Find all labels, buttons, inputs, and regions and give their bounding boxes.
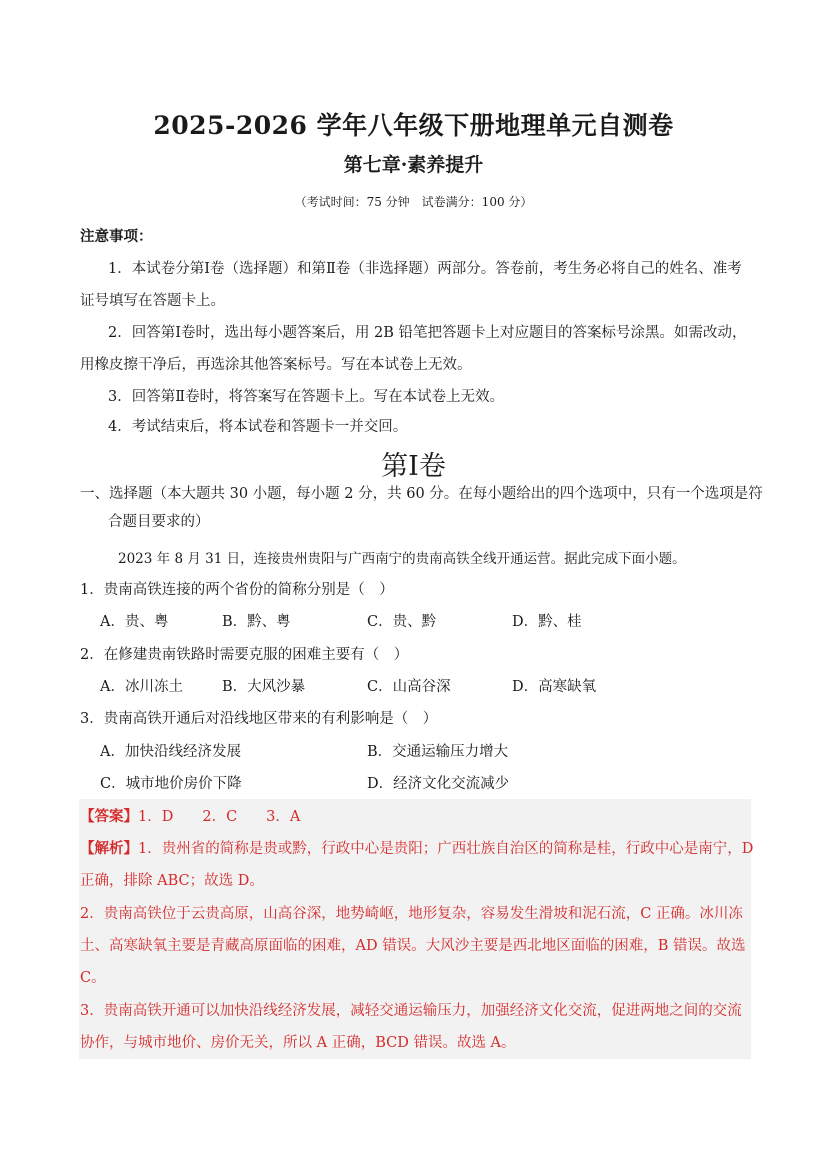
analysis-label: 【解析】	[80, 840, 138, 857]
analysis-2-line-3: C。	[80, 970, 106, 986]
question-1-option-c: C．贵、黔	[367, 614, 437, 630]
notes-heading: 注意事项：	[80, 228, 153, 245]
exam-title: 2025-2026 学年八年级下册地理单元自测卷	[153, 111, 674, 140]
part-instructions-line-2: 合题目要求的）	[108, 514, 210, 530]
question-3-option-c: C．城市地价房价下降	[100, 776, 242, 792]
analysis-1-line-2: 正确，排除 ABC；故选 D。	[80, 873, 264, 889]
answer-line	[80, 807, 300, 827]
analysis-1-line-1	[80, 839, 753, 859]
analysis-3-line-1: 3．贵南高铁开通可以加快沿线经济发展，减轻交通运输压力，加强经济文化交流，促进两地之间的交流	[80, 1003, 742, 1019]
question-2-stem: 2．在修建贵南铁路时需要克服的困难主要有（ ）	[80, 647, 409, 663]
question-2-option-d: D．高寒缺氧	[512, 679, 597, 695]
question-2-option-b: B．大风沙暴	[222, 679, 306, 695]
notes-item-1-line-2: 证号填写在答题卡上。	[80, 293, 225, 309]
question-3-option-a: A．加快沿线经济发展	[100, 744, 241, 760]
question-3-option-b: B．交通运输压力增大	[367, 744, 509, 760]
section-title: 第Ⅰ卷	[381, 451, 446, 482]
analysis-2-line-1: 2．贵南高铁位于云贵高原，山高谷深，地势崎岖，地形复杂，容易发生滑坡和泥石流，C 正确。冰川冻	[80, 906, 743, 922]
answer-label: 【答案】	[80, 808, 138, 825]
part-instructions-line-1: 一、选择题（本大题共 30 小题，每小题 2 分，共 60 分。在每小题给出的四个选项中，只有一个选项是符	[80, 486, 763, 502]
notes-item-4: 4．考试结束后，将本试卷和答题卡一并交回。	[108, 419, 408, 435]
question-2-option-a: A．冰川冻土	[100, 679, 183, 695]
question-1-option-b: B．黔、粤	[222, 614, 291, 630]
notes-item-3: 3．回答第Ⅱ卷时，将答案写在答题卡上。写在本试卷上无效。	[108, 389, 505, 405]
notes-item-2-line-1: 2．回答第Ⅰ卷时，选出每小题答案后，用 2B 铅笔把答题卡上对应题目的答案标号涂黑。如需改动，	[108, 325, 747, 341]
question-2-option-c: C．山高谷深	[367, 679, 451, 695]
analysis-1-text: 1．贵州省的简称是贵或黔，行政中心是贵阳；广西壮族自治区的简称是桂，行政中心是南宁，D	[138, 841, 754, 857]
exam-subtitle: 第七章·素养提升	[343, 154, 484, 176]
question-3-stem: 3．贵南高铁开通后对沿线地区带来的有利影响是（ ）	[80, 711, 438, 727]
question-3-option-d: D．经济文化交流减少	[367, 776, 510, 792]
question-intro: 2023 年 8 月 31 日，连接贵州贵阳与广西南宁的贵南高铁全线开通运营。据此完成下面小题。	[118, 551, 686, 567]
answer-text: 1．D 2．C 3．A	[138, 809, 301, 825]
question-1-stem: 1．贵南高铁连接的两个省份的简称分别是（ ）	[80, 582, 394, 598]
analysis-3-line-2: 协作，与城市地价、房价无关，所以 A 正确，BCD 错误。故选 A。	[80, 1035, 516, 1051]
analysis-2-line-2: 土、高寒缺氧主要是青藏高原面临的困难，AD 错误。大风沙主要是西北地区面临的困难，B 错误。故选	[80, 938, 746, 954]
question-1-option-a: A．贵、粤	[100, 614, 169, 630]
notes-item-2-line-2: 用橡皮擦干净后，再选涂其他答案标号。写在本试卷上无效。	[80, 357, 472, 373]
question-1-option-d: D．黔、桂	[512, 614, 582, 630]
notes-item-1-line-1: 1．本试卷分第Ⅰ卷（选择题）和第Ⅱ卷（非选择题）两部分。答卷前，考生务必将自己的姓名、准考	[108, 261, 742, 277]
exam-time-info: （考试时间：75 分钟 试卷满分：100 分）	[294, 195, 533, 209]
